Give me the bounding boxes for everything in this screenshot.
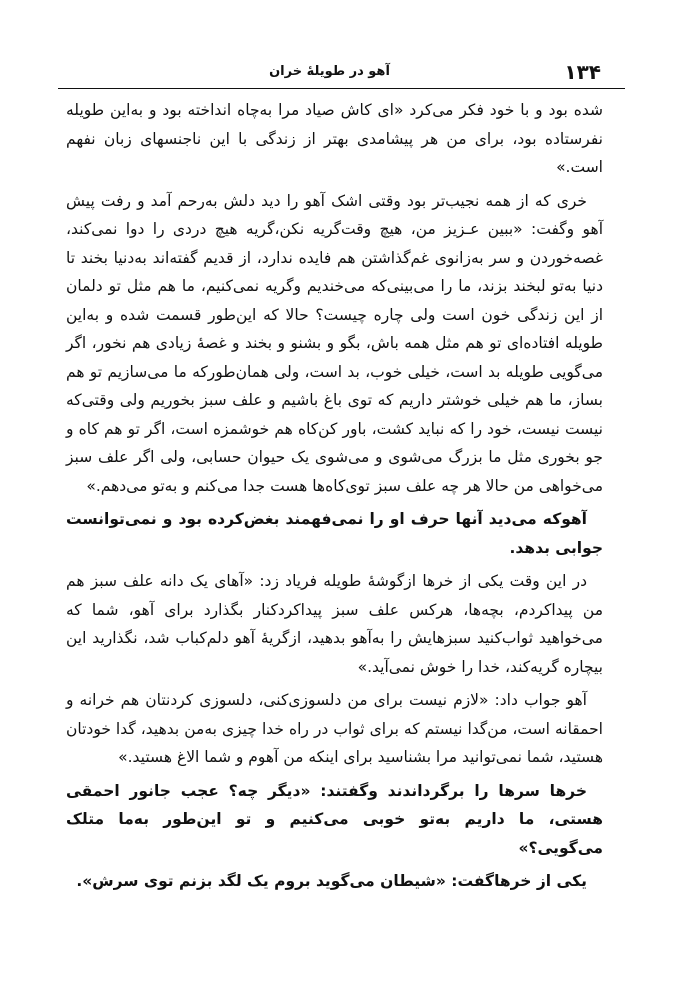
- paragraph: آهو جواب داد: «لازم نیست برای من دلسوزی‌کنی، دلسوزی کردنتان هم خرانه و احمقانه است، من‌گدا نیستم که برای ثواب در راه خدا چیزی به‌من بدهید، گدا خودتان هستید، شما نمی‌توانید مرا بشناسید برای اینکه من آهوم و شما الاغ هستید.»: [66, 691, 603, 766]
- paragraph: خرها سرها را برگرداندند وگفتند: «دیگر چه؟ عجب جانور احمقی هستی، ما داریم به‌تو خوبی می‌کنیم و تو این‌طور به‌ما متلک می‌گویی؟»: [66, 781, 603, 857]
- paragraph: شده بود و با خود فکر می‌کرد «ای کاش صیاد مرا به‌چاه انداخته بود و به‌این طویله نفرستاده بود، برای من هر پیشامدی بهتر از زندگی با این ناجنسهای زبان نفهم است.»: [66, 101, 603, 176]
- body-text: [66, 96, 603, 901]
- header-rule: [58, 88, 625, 89]
- paragraph: یکی از خرهاگفت: «شیطان می‌گوید بروم یک لگد بزنم توی سرش».: [76, 872, 587, 890]
- page-number: ۱۳۴: [564, 60, 601, 84]
- paragraph: خری که از همه نجیب‌تر بود وقتی اشک آهو را دید دلش به‌رحم آمد و رفت پیش آهو وگفت: «ببین عـزیز من، هیچ وقت‌گریه نکن،گریه هیچ دردی را دوا نمی‌کند، غصه‌خوردن و سر به‌زانوی غم‌گذاشتن هم فایده ندارد، از قدیم گفته‌اند به‌دنیا بخند تا دنیا به‌تو لبخند بزند، ما را می‌بینی‌که می‌خندیم وگریه نمی‌کنیم، ما هم مثل تو دلمان از این زندگی خون است ولی چاره چیست؟ حالا که این‌طور قسمت شده و به‌این طویله افتاده‌ای تو هم مثل همه باش، بگو و بشنو و بخند و غصهٔ زیادی هم نخور، اگر می‌گویی طویله بد است، خیلی خوب، بد است، ولی همان‌طورکه ما می‌سازیم تو هم بساز، ما هم خیلی خوشتر داریم که توی باغ باشیم و علف سبز بخوریم ولی وقتی‌که نیست نیست، خود را که نباید کشت، باور کن‌کاه هم خوشمزه است، اگر تو هم کاه و جو بخوری مثل ما بزرگ می‌شوی و می‌شوی یک حیوان حسابی، ولی اگر علف سبز می‌خواهی من حالا هر چه علف سبز توی‌کاه‌ها هست جدا می‌کنم و به‌تو می‌دهم.»: [66, 191, 603, 495]
- paragraph: آهوکه می‌دید آنها حرف او را نمی‌فهمند بغض‌کرده بود و نمی‌توانست جوابی بدهد.: [66, 510, 603, 557]
- paragraph: در این وقت یکی از خرها ازگوشهٔ طویله فریاد زد: «آهای یک دانه علف سبز هم من پیدا‌کردم، بچه‌ها، هرکس علف سبز پیدا‌کرد‌کنار بگذارد برای آهو، شما که می‌خواهید ثواب‌کنید سبزهایش را به‌آهو بدهید، ازگریهٔ آهو دلم‌کباب شد، نگذارید این بیچاره گریه‌کند، خدا را خوش نمی‌آید.»: [66, 572, 603, 676]
- running-title: آهو در طویلهٔ خران: [269, 64, 390, 79]
- running-head: [58, 58, 601, 88]
